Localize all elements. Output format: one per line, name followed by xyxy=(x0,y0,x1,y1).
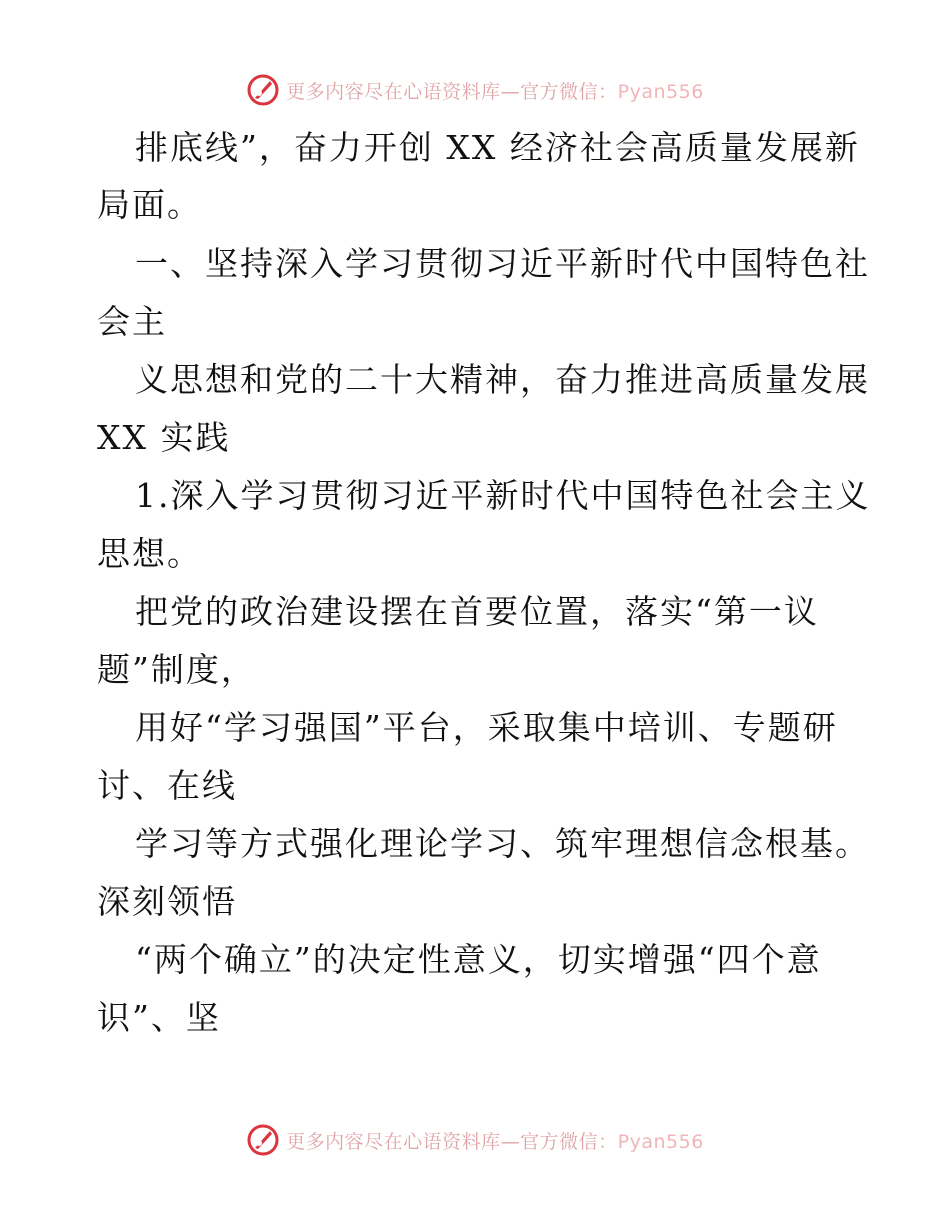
text-line: 讨、在线 xyxy=(97,766,237,805)
header-watermark xyxy=(0,70,950,110)
text-line: “两个确立”的决定性意义，切实增强“四个意 xyxy=(135,940,822,979)
text-line: 会主 xyxy=(97,302,167,341)
text-line: 排底线”，奋力开创 XX 经济社会高质量发展新 xyxy=(135,128,860,167)
text-line: 学习等方式强化理论学习、筑牢理想信念根基。 xyxy=(135,824,870,863)
text-line: 把党的政治建设摆在首要位置，落实“第一议 xyxy=(135,592,819,631)
text-line: 一、坚持深入学习贯彻习近平新时代中国特色社 xyxy=(135,244,870,283)
text-line: 1.深入学习贯彻习近平新时代中国特色社会主义 xyxy=(135,476,871,515)
text-line: 题”制度， xyxy=(97,650,256,689)
text-line: 义思想和党的二十大精神，奋力推进高质量发展 xyxy=(135,360,870,399)
quill-logo-icon xyxy=(246,1123,280,1157)
text-line: 思想。 xyxy=(97,534,202,573)
footer-watermark xyxy=(0,1120,950,1160)
watermark-text: 更多内容尽在心语资料库—官方微信：Pyan556 xyxy=(286,80,704,103)
watermark-text: 更多内容尽在心语资料库—官方微信：Pyan556 xyxy=(286,1130,704,1153)
quill-logo-icon xyxy=(246,73,280,107)
text-line: 深刻领悟 xyxy=(97,882,237,921)
text-line: 局面。 xyxy=(97,185,202,224)
text-line: XX 实践 xyxy=(97,418,231,457)
text-line: 用好“学习强国”平台，采取集中培训、专题研 xyxy=(135,708,838,747)
text-line: 识”、坚 xyxy=(97,998,221,1037)
